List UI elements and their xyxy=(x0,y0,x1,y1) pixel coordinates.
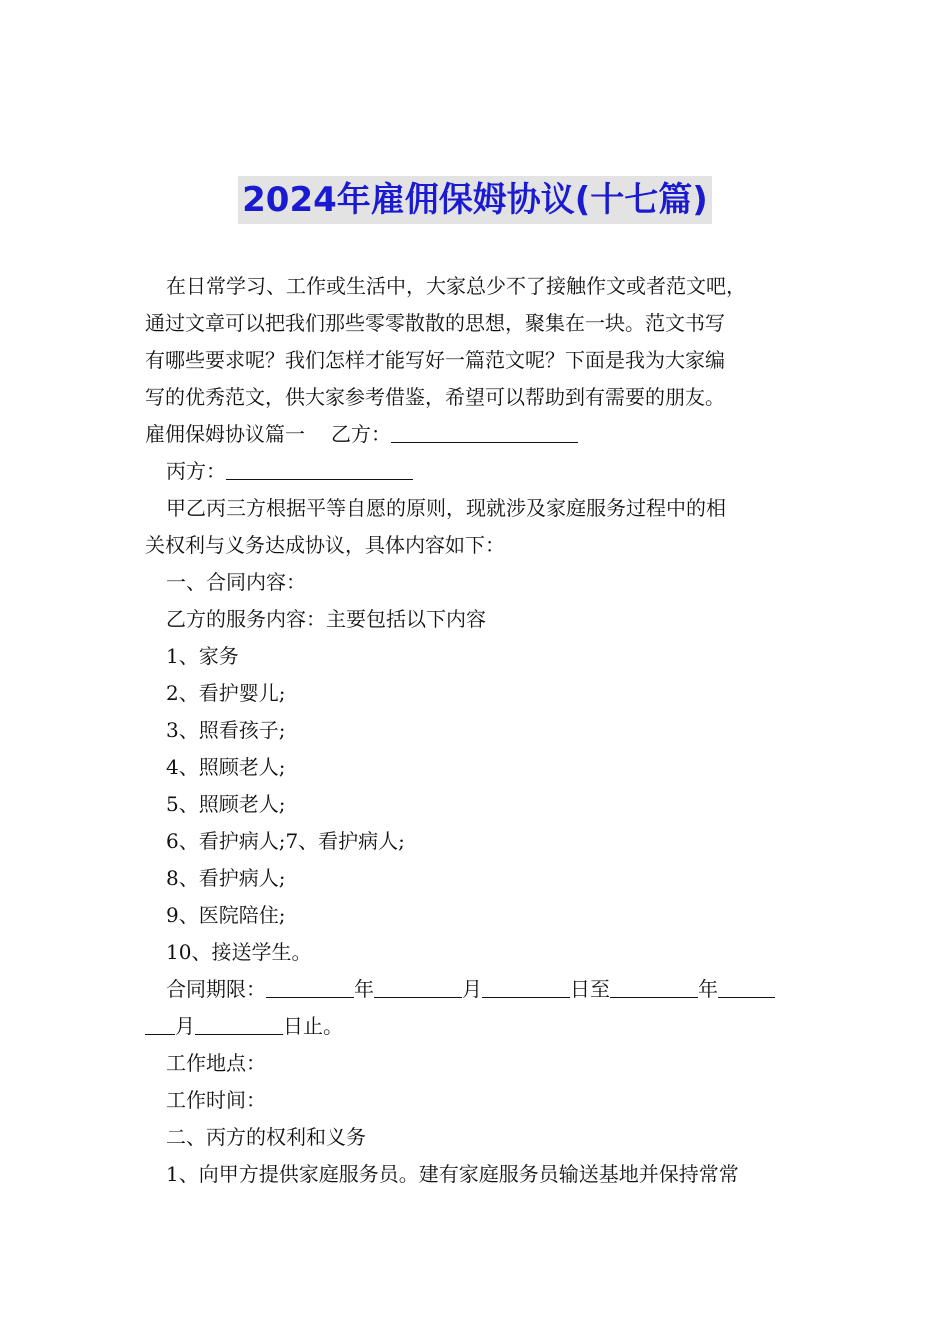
term-blank xyxy=(266,975,354,998)
term-month-2: 月 xyxy=(175,1014,195,1038)
term-blank xyxy=(374,975,462,998)
agreement-line: 关权利与义务达成协议，具体内容如下： xyxy=(145,533,505,557)
term-day-to: 日至 xyxy=(570,977,610,1001)
list-item: 5、照顾老人; xyxy=(166,792,286,816)
duty-line: 1、向甲方提供家庭服务员。建有家庭服务员输送基地并保持常常 xyxy=(166,1162,739,1186)
list-item: 8、看护病人; xyxy=(166,866,286,890)
party-b-line xyxy=(145,416,815,453)
term-day-end: 日止。 xyxy=(283,1014,343,1038)
list-item: 2、看护婴儿; xyxy=(166,681,286,705)
party-c-blank xyxy=(226,457,413,480)
piece-heading: 雇佣保姆协议篇一 xyxy=(145,422,305,446)
party-b-blank xyxy=(391,420,578,443)
service-intro: 乙方的服务内容：主要包括以下内容 xyxy=(166,607,486,631)
list-item: 3、照看孩子; xyxy=(166,718,286,742)
party-c-line xyxy=(145,453,815,490)
term-line-2 xyxy=(145,1008,815,1045)
term-month: 月 xyxy=(462,977,482,1001)
intro-line: 在日常学习、工作或生活中，大家总少不了接触作文或者范文吧， xyxy=(166,274,746,298)
term-label: 合同期限： xyxy=(166,977,266,1001)
list-item: 6、看护病人;7、看护病人; xyxy=(166,829,405,853)
party-b-label: 乙方： xyxy=(331,422,391,446)
section-heading: 一、合同内容： xyxy=(166,570,306,594)
term-blank xyxy=(195,1012,283,1035)
term-year-2: 年 xyxy=(698,977,718,1001)
work-time: 工作时间： xyxy=(166,1088,266,1112)
term-line xyxy=(145,971,815,1008)
list-item: 9、医院陪住; xyxy=(166,903,286,927)
document-body xyxy=(145,268,815,1193)
term-year: 年 xyxy=(354,977,374,1001)
document-title: 2024年雇佣保姆协议(十七篇) xyxy=(238,176,712,224)
intro-line: 写的优秀范文，供大家参考借鉴，希望可以帮助到有需要的朋友。 xyxy=(145,385,725,409)
list-item: 1、家务 xyxy=(166,644,239,668)
section-heading: 二、丙方的权利和义务 xyxy=(166,1125,366,1149)
work-place: 工作地点： xyxy=(166,1051,266,1075)
term-blank xyxy=(482,975,570,998)
term-blank xyxy=(718,975,775,998)
term-blank xyxy=(610,975,698,998)
intro-line: 通过文章可以把我们那些零零散散的思想，聚集在一块。范文书写 xyxy=(145,311,725,335)
agreement-line: 甲乙丙三方根据平等自愿的原则，现就涉及家庭服务过程中的相 xyxy=(166,496,726,520)
title-area xyxy=(0,176,950,224)
party-c-label: 丙方： xyxy=(166,459,226,483)
list-item: 10、接送学生。 xyxy=(166,940,312,964)
list-item: 4、照顾老人; xyxy=(166,755,286,779)
term-blank xyxy=(145,1012,175,1035)
intro-line: 有哪些要求呢？我们怎样才能写好一篇范文呢？下面是我为大家编 xyxy=(145,348,725,372)
